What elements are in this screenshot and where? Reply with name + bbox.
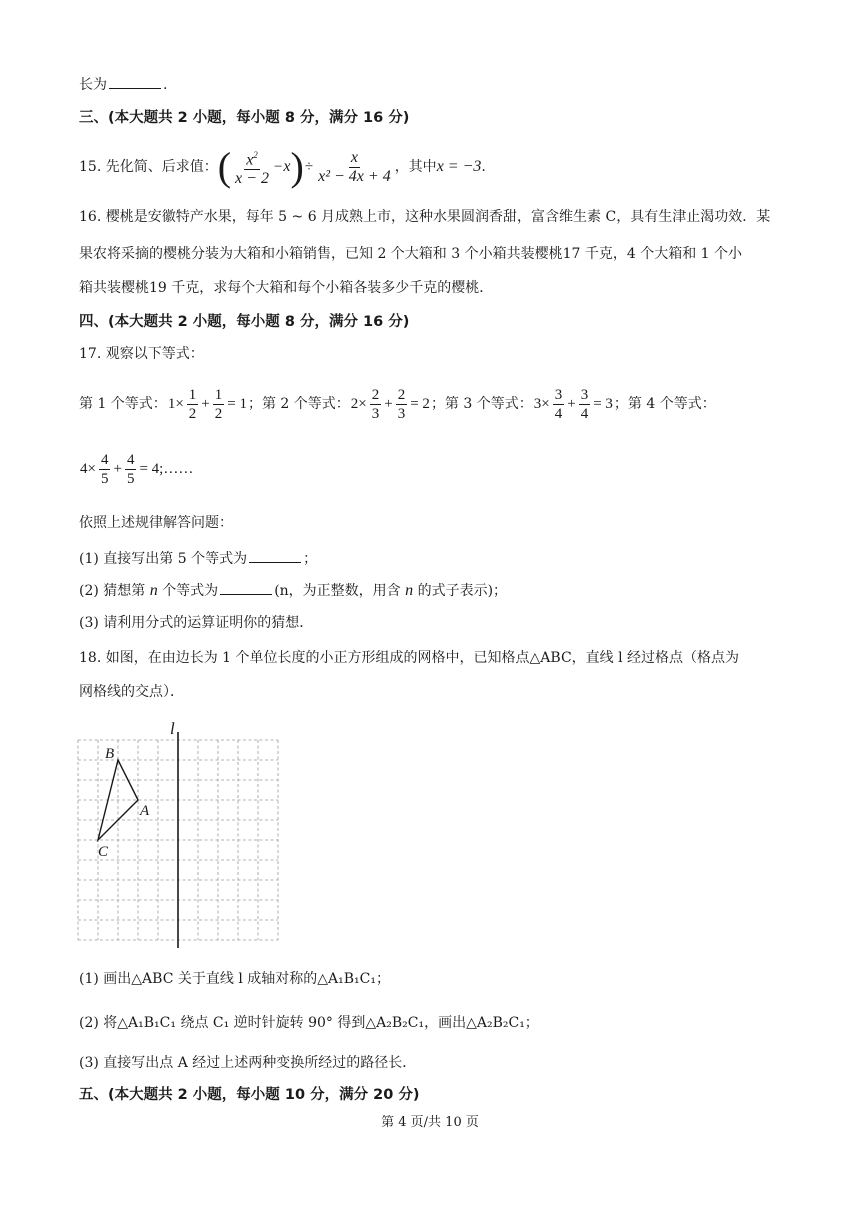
fraction — [579, 386, 591, 423]
section-heading-5: 五、(本大题共 2 小题，每小题 10 分，满分 20 分) — [79, 1087, 420, 1103]
question-18-line-2: 网格线的交点）． — [79, 684, 184, 700]
question-text: 15. 先化简、后求值： — [79, 159, 218, 175]
page-footer: 第 4 页/共 10 页 — [381, 1115, 479, 1130]
equation-label: 第 1 个等式： — [79, 396, 167, 412]
equation-row — [79, 383, 716, 425]
question-16-line-2: 果农将采摘的樱桃分装为大箱和小箱销售，已知 2 个大箱和 3 个小箱共装樱桃17 千克，4 个大箱和 1 个小 — [79, 246, 743, 262]
question-17-intro: 17. 观察以下等式： — [79, 346, 204, 362]
text: . — [481, 159, 486, 175]
denominator: 5 — [126, 470, 135, 487]
left-paren: ( — [217, 144, 232, 189]
text: (1) 直接写出第 5 个等式为 — [79, 551, 248, 567]
denominator: 4 — [554, 405, 563, 422]
question-16-line-1: 16. 樱桃是安徽特产水果，每年 5 ~ 6 月成熟上市，这种水果圆润香甜，富含维生素 C，具有生津止渴功效．某 — [79, 209, 771, 225]
denominator: 2 — [188, 405, 197, 422]
fraction — [553, 386, 565, 423]
exponent: 2 — [253, 149, 258, 160]
numerator: 2 — [397, 386, 406, 403]
equation-label: ；第 4 个等式： — [613, 396, 716, 412]
grid-figure — [74, 718, 284, 950]
denominator: 2 — [214, 405, 223, 422]
numerator: 4 — [100, 451, 109, 468]
vertex-b-label: B — [105, 746, 115, 762]
denominator: 5 — [100, 470, 109, 487]
answer-blank[interactable] — [220, 580, 272, 595]
text: (n，为正整数，用含 — [274, 583, 401, 599]
fraction — [396, 386, 408, 423]
numerator: 1 — [214, 386, 223, 403]
text: ； — [303, 551, 318, 567]
eq-lead: 2× — [350, 396, 367, 412]
section-heading-3: 三、(本大题共 2 小题，每小题 8 分，满分 16 分) — [79, 110, 410, 126]
text: 长为 — [79, 77, 107, 93]
eq-rhs: = 2 — [410, 396, 430, 412]
denominator: 4 — [580, 405, 589, 422]
fraction — [187, 386, 199, 423]
question-17-part-3: (3) 请利用分式的运算证明你的猜想． — [79, 615, 314, 631]
numerator: 3 — [580, 386, 589, 403]
fraction — [125, 451, 137, 488]
numerator: 4 — [126, 451, 135, 468]
numerator: 1 — [188, 386, 197, 403]
question-18-part-3: (3) 直接写出点 A 经过上述两种变换所经过的路径长． — [79, 1055, 417, 1071]
eq-lead: 4× — [80, 461, 96, 477]
plus-sign: + — [201, 396, 210, 412]
answer-line-continued — [79, 74, 167, 94]
denominator: 3 — [397, 405, 406, 422]
numerator: x — [350, 148, 358, 166]
numerator: 3 — [554, 386, 563, 403]
vertex-a-label: A — [140, 803, 150, 819]
var-x: x — [246, 151, 254, 169]
question-17-part-1 — [79, 548, 317, 568]
text: (2) 猜想第 — [79, 583, 146, 599]
question-18-line-1: 18. 如图，在由边长为 1 个单位长度的小正方形组成的网格中，已知格点△ABC，直线 l 经过格点（格点为 — [79, 650, 740, 666]
fraction — [370, 386, 382, 423]
fraction — [99, 451, 111, 488]
question-text: ，其中 — [394, 159, 437, 175]
numerator: 2 — [371, 386, 380, 403]
equation-label: ；第 2 个等式： — [247, 396, 350, 412]
denominator: 3 — [371, 405, 380, 422]
eq-rhs: = 3 — [593, 396, 613, 412]
fraction — [233, 146, 271, 188]
plus-sign: + — [113, 461, 122, 477]
line-l-label: l — [170, 719, 175, 738]
plus-sign: + — [384, 396, 393, 412]
denominator: x² − 4x + 4 — [318, 167, 391, 185]
question-15 — [79, 144, 486, 190]
eq-rhs: = 1 — [227, 396, 247, 412]
question-17-part-2 — [79, 580, 507, 600]
question-18-part-1: (1) 画出△ABC 关于直线 l 成轴对称的△A₁B₁C₁； — [79, 971, 390, 987]
eq-rhs: = 4;…… — [139, 461, 194, 477]
answer-blank[interactable] — [249, 548, 301, 563]
answer-blank[interactable] — [109, 74, 161, 89]
question-17-rule: 依照上述规律解答问题： — [79, 515, 233, 531]
var-n: n — [149, 582, 158, 599]
question-16-line-3: 箱共装樱桃19 千克，求每个大箱和每个小箱各装多少千克的樱桃． — [79, 280, 494, 296]
text: 的式子表示)； — [417, 583, 508, 599]
question-18-part-2: (2) 将△A₁B₁C₁ 绕点 C₁ 逆时针旋转 90° 得到△A₂B₂C₁，画出△A₂B₂C₁； — [79, 1015, 539, 1031]
section-heading-4: 四、(本大题共 2 小题，每小题 8 分，满分 16 分) — [79, 314, 410, 330]
var-n: n — [405, 582, 414, 599]
fraction — [316, 149, 393, 186]
right-paren: ) — [290, 144, 304, 189]
minus-sign: − — [273, 159, 283, 175]
vertex-c-label: C — [98, 844, 109, 860]
denominator: x − 2 — [235, 170, 269, 188]
condition: x = −3 — [436, 158, 482, 175]
equation-label: ；第 3 个等式： — [430, 396, 533, 412]
eq-lead: 1× — [167, 396, 184, 412]
fraction — [213, 386, 225, 423]
divide-sign: ÷ — [304, 159, 314, 175]
plus-sign: + — [567, 396, 576, 412]
var-x: x — [283, 158, 291, 175]
text: . — [163, 77, 168, 93]
text: 个等式为 — [162, 583, 219, 599]
eq-lead: 3× — [533, 396, 550, 412]
equation-row-2 — [79, 448, 194, 490]
